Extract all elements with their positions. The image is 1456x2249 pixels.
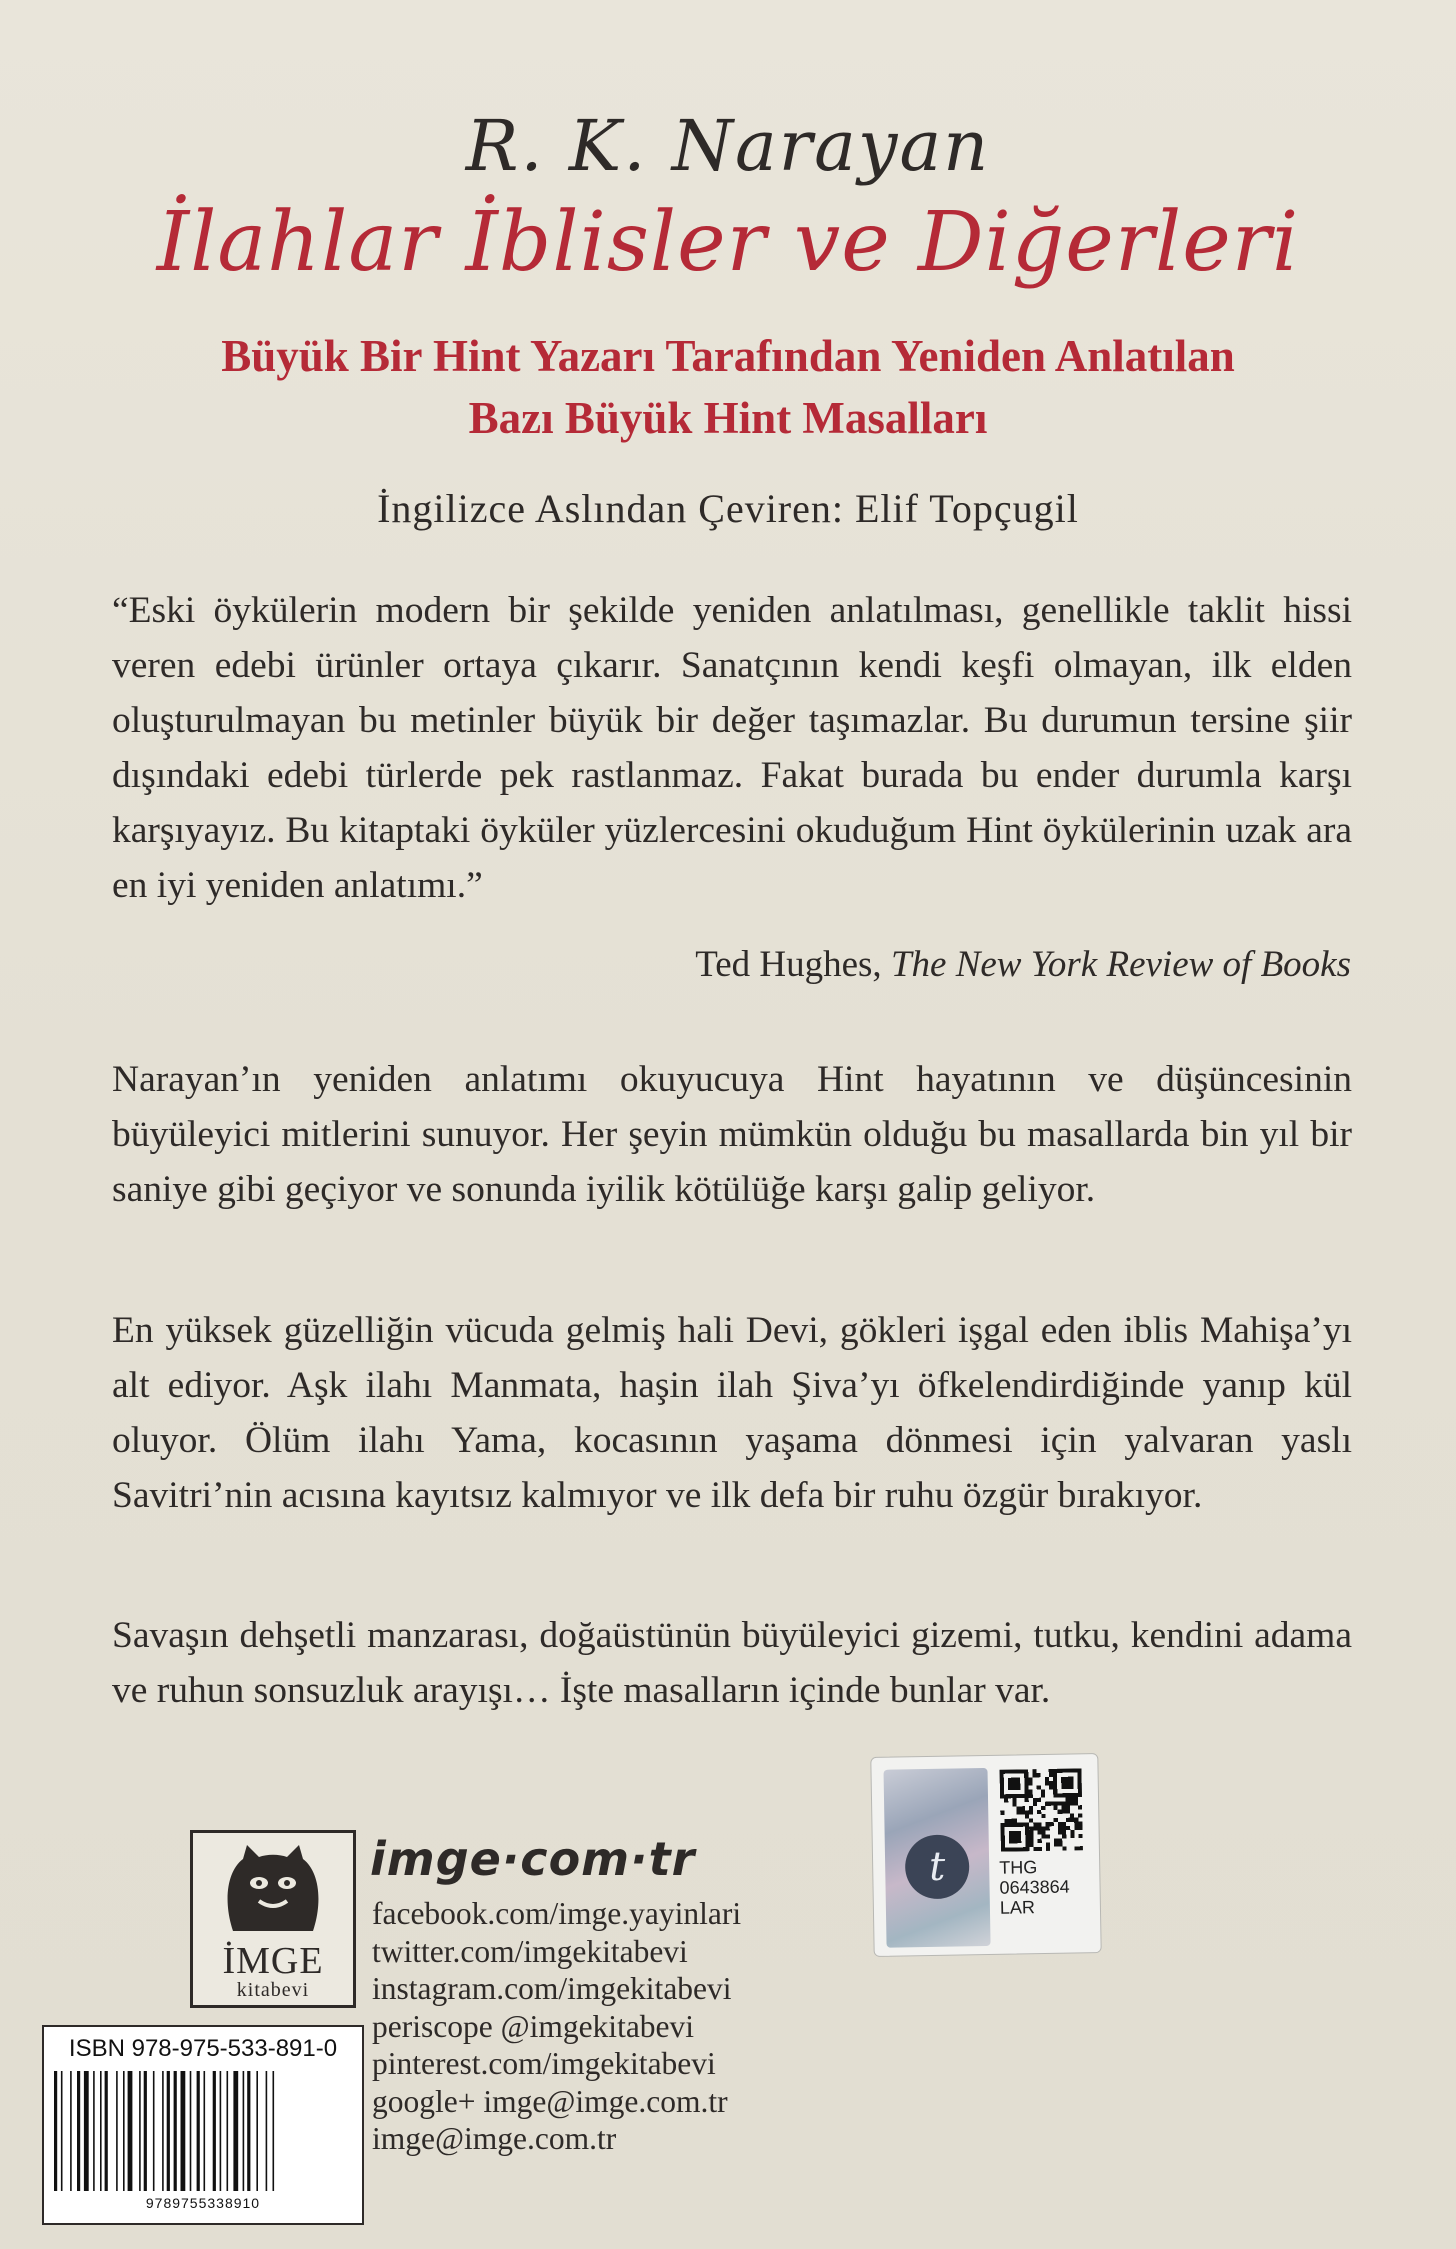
sticker-code-line-2: 0643864 — [999, 1876, 1070, 1898]
qr-module — [1046, 1843, 1050, 1847]
qr-module — [1029, 1839, 1033, 1843]
barcode-bar — [77, 2071, 80, 2191]
barcode-bar — [213, 2071, 216, 2191]
qr-module — [1028, 1781, 1032, 1785]
qr-module — [1070, 1801, 1074, 1805]
book-title: İlahlar İblisler ve Diğerleri — [156, 195, 1300, 290]
subtitle-line-2: Bazı Büyük Hint Masalları — [468, 393, 988, 443]
hologram-logo-icon: t — [905, 1834, 970, 1899]
barcode-bar — [204, 2071, 206, 2191]
sticker-code-line-1: THG — [999, 1857, 1038, 1878]
barcode-bar — [243, 2071, 245, 2191]
qr-module — [1074, 1818, 1078, 1822]
qr-module — [1066, 1797, 1070, 1801]
barcode-bar — [233, 2071, 238, 2191]
qr-module — [1074, 1822, 1078, 1826]
barcode-bar — [273, 2071, 275, 2191]
qr-module — [1029, 1831, 1033, 1835]
qr-module — [1037, 1785, 1041, 1789]
qr-module — [1029, 1818, 1033, 1822]
qr-module — [1042, 1830, 1046, 1834]
qr-module — [1032, 1773, 1036, 1777]
blurb-paragraph-1: Narayan’ın yeniden anlatımı okuyucuya Hint hayatının ve düşüncesinin büyüleyici mitlerini sunuyor. Her şeyin mümkün olduğu bu masallarda bin yıl bir saniye gibi geçiyor ve sonunda iyilik kötülüğe karşı galip geliyor. — [112, 1059, 1352, 1210]
qr-module — [1053, 1806, 1057, 1810]
barcode-bar — [256, 2071, 258, 2191]
barcode-bar — [197, 2071, 200, 2191]
qr-module — [1070, 1834, 1074, 1838]
qr-module — [1070, 1818, 1074, 1822]
subtitle-line-1: Büyük Bir Hint Yazarı Tarafından Yeniden Anlatılan — [221, 331, 1235, 381]
qr-module — [1050, 1822, 1054, 1826]
barcode-bar — [220, 2071, 222, 2191]
qr-module — [1041, 1814, 1045, 1818]
qr-module — [1033, 1826, 1037, 1830]
qr-module — [1062, 1806, 1066, 1810]
barcode-bar — [174, 2071, 177, 2191]
qr-module — [1012, 1798, 1016, 1802]
qr-module — [1038, 1839, 1042, 1843]
qr-module — [1078, 1805, 1082, 1809]
publisher-website[interactable]: imge·com·tr — [370, 1832, 696, 1886]
qr-module — [1012, 1802, 1016, 1806]
link-instagram[interactable]: instagram.com/imgekitabevi — [372, 1971, 732, 2006]
qr-module — [1066, 1826, 1070, 1830]
qr-module — [1037, 1831, 1041, 1835]
cat-logo-icon — [203, 1841, 343, 1937]
isbn-text: ISBN 978-975-533-891-0 — [68, 2035, 338, 2062]
qr-module — [1075, 1846, 1079, 1850]
qr-module — [1061, 1777, 1074, 1790]
logo-text: İMGE — [222, 1940, 324, 1982]
qr-module — [1058, 1826, 1062, 1830]
qr-module — [1049, 1769, 1053, 1773]
qr-module — [1066, 1810, 1070, 1814]
qr-module — [1066, 1805, 1070, 1809]
qr-module — [1037, 1798, 1041, 1802]
qr-module — [1062, 1830, 1066, 1834]
qr-module — [1070, 1797, 1074, 1801]
barcode-bar — [247, 2071, 250, 2191]
qr-module — [1041, 1789, 1045, 1793]
qr-module — [1074, 1801, 1078, 1805]
qr-module — [1033, 1798, 1037, 1802]
qr-module — [1025, 1814, 1029, 1818]
barcode-bar — [93, 2071, 95, 2191]
barcode-bar — [153, 2071, 155, 2191]
qr-module — [1042, 1835, 1046, 1839]
qr-module — [1009, 1831, 1022, 1844]
qr-module — [1062, 1801, 1066, 1805]
link-periscope[interactable]: periscope @imgekitabevi — [372, 2008, 695, 2044]
qr-module — [1049, 1781, 1053, 1785]
qr-module — [1017, 1806, 1021, 1810]
link-facebook[interactable]: facebook.com/imge.yayinlari — [372, 1896, 742, 1931]
qr-module — [1070, 1814, 1074, 1818]
barcode-bar — [128, 2071, 133, 2191]
barcode-bar — [139, 2071, 141, 2191]
link-google-plus[interactable]: google+ imge@imge.com.tr — [372, 2083, 728, 2119]
social-links — [372, 1895, 741, 2158]
qr-module — [1062, 1834, 1066, 1838]
qr-module — [1029, 1835, 1033, 1839]
qr-module — [1025, 1798, 1029, 1802]
qr-module — [1053, 1802, 1057, 1806]
quote-attribution — [695, 943, 1351, 986]
qr-module — [1028, 1777, 1032, 1781]
qr-module — [1046, 1847, 1050, 1851]
qr-module — [1004, 1819, 1008, 1823]
qr-module — [1062, 1822, 1066, 1826]
quote-source: The New York Review of Books — [890, 944, 1351, 985]
barcode-bar — [84, 2071, 89, 2191]
qr-module — [1042, 1826, 1046, 1830]
qr-module — [1066, 1801, 1070, 1805]
qr-module — [1045, 1802, 1049, 1806]
qr-module — [1058, 1838, 1062, 1842]
sticker-code — [999, 1856, 1092, 1918]
qr-module — [1074, 1826, 1078, 1830]
qr-module — [1017, 1810, 1021, 1814]
qr-module — [1070, 1830, 1074, 1834]
barcode-bar — [61, 2071, 63, 2191]
qr-module — [1032, 1769, 1036, 1773]
barcode-bar — [116, 2071, 118, 2191]
barcode-bar — [181, 2071, 186, 2191]
qr-module — [1038, 1847, 1042, 1851]
book-subtitle — [0, 325, 1456, 449]
barcode-bar — [144, 2071, 147, 2191]
qr-module — [1054, 1818, 1058, 1822]
qr-module — [1079, 1846, 1083, 1850]
qr-module — [1074, 1797, 1078, 1801]
qr-module — [1049, 1773, 1053, 1777]
barcode-bar — [227, 2071, 229, 2191]
qr-module — [1045, 1781, 1049, 1785]
qr-module — [1033, 1802, 1037, 1806]
qr-code-icon — [1000, 1768, 1083, 1851]
qr-module — [1041, 1806, 1045, 1810]
qr-module — [1029, 1810, 1033, 1814]
qr-module — [1029, 1794, 1033, 1798]
isbn-barcode — [42, 2025, 364, 2225]
qr-module — [1009, 1819, 1013, 1823]
qr-module — [1079, 1834, 1083, 1838]
qr-module — [1049, 1785, 1053, 1789]
barcode-bar — [190, 2071, 192, 2191]
qr-module — [1034, 1847, 1038, 1851]
qr-module — [1025, 1810, 1029, 1814]
qr-module — [1029, 1843, 1033, 1847]
translator-credit: İngilizce Aslından Çeviren: Elif Topçugil — [377, 486, 1079, 531]
qr-module — [1046, 1826, 1050, 1830]
qr-module — [1036, 1773, 1040, 1777]
qr-module — [1046, 1834, 1050, 1838]
qr-module — [1037, 1826, 1041, 1830]
quote-author: Ted Hughes, — [695, 944, 882, 985]
qr-module — [1037, 1822, 1041, 1826]
barcode-bar — [54, 2071, 57, 2191]
qr-module — [1046, 1822, 1050, 1826]
authenticity-sticker — [870, 1753, 1101, 1957]
qr-module — [1062, 1810, 1066, 1814]
barcode-bar — [123, 2071, 125, 2191]
qr-module — [1058, 1822, 1062, 1826]
blurb-paragraph-2: En yüksek güzelliğin vücuda gelmiş hali Devi, gökleri işgal eden iblis Mahişa’yı alt ediyor. Aşk ilahı Manmata, haşin ilah Şiva’yı öfkelendirdiğinde yanıp kül oluyor. Ölüm ilahı Yama, kocasının yaşama dönmesi için yalvaran yaslı Savitri’nin acısına kayıtsız kalmıyor ve ilk defa bir ruhu özgür bırakıyor. — [112, 1310, 1352, 1516]
barcode-bar — [162, 2071, 164, 2191]
qr-module — [1078, 1826, 1082, 1830]
sticker-code-line-3: LAR — [999, 1897, 1036, 1918]
qr-module — [1041, 1794, 1045, 1798]
qr-module — [1078, 1822, 1082, 1826]
qr-module — [1062, 1826, 1066, 1830]
link-twitter[interactable]: twitter.com/imgekitabevi — [372, 1933, 688, 1969]
qr-module — [1029, 1806, 1033, 1810]
qr-module — [1057, 1801, 1061, 1805]
barcode-bar — [266, 2071, 268, 2191]
qr-module — [1054, 1843, 1058, 1847]
qr-module — [1033, 1822, 1037, 1826]
link-pinterest[interactable]: pinterest.com/imgekitabevi — [372, 2046, 716, 2081]
link-email[interactable]: imge@imge.com.tr — [372, 2121, 617, 2156]
barcode-bar — [70, 2071, 72, 2191]
qr-module — [1013, 1819, 1017, 1823]
review-quote: “Eski öykülerin modern bir şekilde yeniden anlatılması, genellikle taklit hissi veren edebi ürünler ortaya çıkarır. Sanatçının kendi keşfi olmayan, ilk elden oluşturulmayan bu metinler büyük bir değer taşımazlar. Bu durumun tersine şiir dışındaki edebi türlerde pek rastlanmaz. Fakat burada bu ender durumla karşı karşıyayız. Bu kitaptaki öyküler yüzlercesini okuduğum Hint öykülerinin uzak ara en iyi yeniden anlatımı.” — [112, 590, 1352, 906]
qr-module — [1058, 1842, 1062, 1846]
qr-module — [1058, 1810, 1062, 1814]
publisher-logo — [190, 1830, 356, 2008]
qr-module — [1021, 1810, 1025, 1814]
logo-subtext: kitabevi — [236, 1979, 310, 2001]
qr-module — [1000, 1811, 1004, 1815]
qr-module — [1062, 1846, 1066, 1850]
qr-module — [1058, 1830, 1062, 1834]
barcode-bars — [52, 2071, 354, 2191]
qr-module — [1029, 1827, 1033, 1831]
barcode-bar — [167, 2071, 170, 2191]
qr-module — [1021, 1806, 1025, 1810]
qr-module — [1004, 1798, 1008, 1802]
barcode-bar — [100, 2071, 102, 2191]
qr-module — [1029, 1790, 1033, 1794]
qr-module — [1049, 1802, 1053, 1806]
qr-module — [1045, 1777, 1049, 1781]
qr-module — [1078, 1813, 1082, 1817]
barcode-number: 9789755338910 — [145, 2195, 261, 2211]
barcode-bar — [105, 2071, 108, 2191]
qr-module — [1066, 1818, 1070, 1822]
qr-module — [1054, 1838, 1058, 1842]
author-name: R. K. Narayan — [465, 105, 991, 187]
qr-module — [1037, 1810, 1041, 1814]
hologram — [883, 1768, 990, 1948]
blurb-paragraph-3: Savaşın dehşetli manzarası, doğaüstünün büyüleyici gizemi, tutku, kendini adama ve ruhun sonsuzluk arayışı… İşte masalların içinde bunlar var. — [112, 1615, 1352, 1711]
qr-module — [1008, 1778, 1021, 1791]
